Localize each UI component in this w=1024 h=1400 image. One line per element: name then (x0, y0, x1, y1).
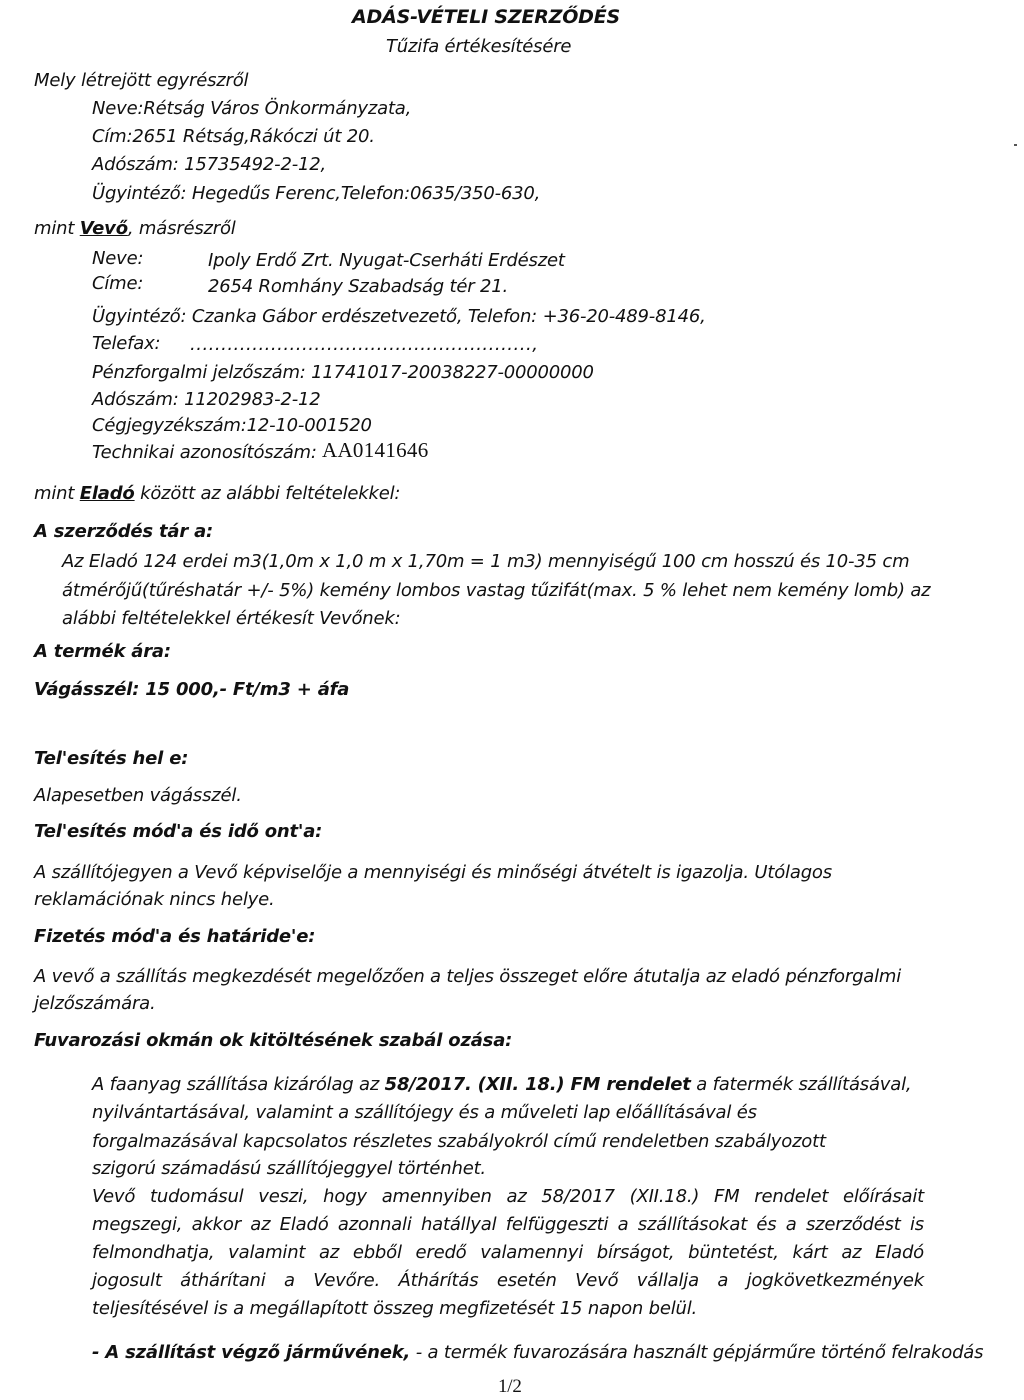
buyer-role: Vevő (79, 218, 128, 239)
method-line-2: reklamációnak nincs helye. (34, 889, 275, 910)
seller-fax-value: ......................................................., (190, 334, 539, 355)
transport-line-3: forgalmazásával kapcsolatos részletes szabályokról című rendeletben szabályozott (92, 1131, 826, 1152)
document-title: ADÁS-VÉTELI SZERZŐDÉS (352, 6, 621, 28)
transport-line-4: szigorú számadású szállítójeggyel történhet. (92, 1158, 486, 1179)
subject-line-3: alábbi feltételekkel értékesít Vevőnek: (62, 608, 401, 629)
consequence-line-2: megszegi, akkor az Eladó azonnali hatállyal felfüggeszti a szállításokat és a szerződést is (92, 1214, 924, 1235)
seller-name: Ipoly Erdő Zrt. Nyugat-Cserháti Erdészet (208, 250, 565, 271)
seller-name-label: Neve: (92, 248, 144, 269)
transport-heading: Fuvarozási okmán ok kitöltésének szabál ozása: (34, 1030, 513, 1051)
subject-line-1: Az Eladó 124 erdei m3(1,0m x 1,0 m x 1,70m = 1 m3) mennyiségű 100 cm hosszú és 10-35 cm (62, 551, 910, 572)
price-value: Vágásszél: 15 000,- Ft/m3 + áfa (34, 679, 350, 700)
seller-fax-label: Telefax: (92, 333, 161, 354)
buyer-role-prefix: mint (34, 218, 80, 239)
method-line-1: A szállítójegyen a Vevő képviselője a mennyiségi és minőségi átvételt is igazolja. Utólagos (34, 862, 832, 883)
consequence-line-4: jogosult áthárítani a Vevőre. Áthárítás esetén Vevő vállalja a jogkövetkezmények (92, 1270, 924, 1291)
place-heading: Tel'esítés hel e: (34, 748, 189, 769)
seller-role: Eladó (79, 483, 135, 504)
subject-line-2: átmérőjű(tűréshatár +/- 5%) kemény lombos vastag tűzifát(max. 5 % lehet nem kemény lomb) az (62, 580, 931, 601)
payment-heading: Fizetés mód'a és határide'e: (34, 926, 316, 947)
consequence-line-1: Vevő tudomásul veszi, hogy amennyiben az 58/2017 (XII.18.) FM rendelet előírásait (92, 1186, 924, 1207)
seller-company-reg: Cégjegyzékszám:12-10-001520 (92, 415, 372, 436)
transport-line-1 (92, 1074, 911, 1096)
seller-role-prefix: mint (34, 483, 80, 504)
seller-tech-id: AA0141646 (322, 438, 429, 462)
seller-role-suffix: között az alábbi feltételekkel: (134, 483, 401, 504)
payment-line-2: jelzőszámára. (34, 993, 156, 1014)
price-heading: A termék ára: (34, 641, 171, 662)
seller-role-line (34, 483, 400, 505)
buyer-tax-id: Adószám: 15735492-2-12, (92, 154, 327, 175)
scan-speck (1014, 144, 1017, 146)
vehicle-heading: - A szállítást végző járművének, (92, 1342, 411, 1363)
buyer-intro: Mely létrejött egyrészről (34, 70, 249, 91)
seller-account: Pénzforgalmi jelzőszám: 11741017-20038227-00000000 (92, 362, 594, 383)
place-value: Alapesetben vágásszél. (34, 785, 242, 806)
consequence-line-3: felmondhatja, valamint az ebből eredő valamennyi bírságot, büntetést, kárt az Eladó (92, 1242, 924, 1263)
transport-line-1-c: a fatermék szállításával, (690, 1074, 912, 1095)
buyer-address: Cím:2651 Rétság,Rákóczi út 20. (92, 126, 375, 147)
seller-tech-id-label: Technikai azonosítószám: (92, 442, 317, 463)
vehicle-text: - a termék fuvarozására használt gépjárműre történő felrakodás (410, 1342, 984, 1363)
transport-line-2: nyilvántartásával, valamint a szállítójegy és a műveleti lap előállításával és (92, 1102, 757, 1123)
document-subtitle: Tűzifa értékesítésére (386, 36, 572, 57)
seller-tax-id: Adószám: 11202983-2-12 (92, 389, 321, 410)
transport-regulation-ref: 58/2017. (XII. 18.) FM rendelet (384, 1074, 691, 1095)
vehicle-line (92, 1342, 983, 1364)
page-number: 1/2 (498, 1376, 522, 1397)
consequence-line-5: teljesítésével is a megállapított összeg megfizetését 15 napon belül. (92, 1298, 698, 1319)
seller-address-label: Címe: (92, 273, 144, 294)
method-heading: Tel'esítés mód'a és idő ont'a: (34, 821, 323, 842)
buyer-role-line (34, 218, 236, 240)
transport-line-1-a: A faanyag szállítása kizárólag az (92, 1074, 385, 1095)
subject-heading: A szerződés tár a: (34, 521, 214, 542)
seller-contact: Ügyintéző: Czanka Gábor erdészetvezető, Telefon: +36-20-489-8146, (92, 306, 706, 327)
buyer-role-suffix: , másrészről (127, 218, 236, 239)
buyer-contact: Ügyintéző: Hegedűs Ferenc,Telefon:0635/350-630, (92, 183, 541, 204)
buyer-name: Neve:Rétság Város Önkormányzata, (92, 98, 412, 119)
payment-line-1: A vevő a szállítás megkezdését megelőzően a teljes összeget előre átutalja az eladó pénzforgalmi (34, 966, 902, 987)
seller-address: 2654 Romhány Szabadság tér 21. (208, 276, 509, 297)
